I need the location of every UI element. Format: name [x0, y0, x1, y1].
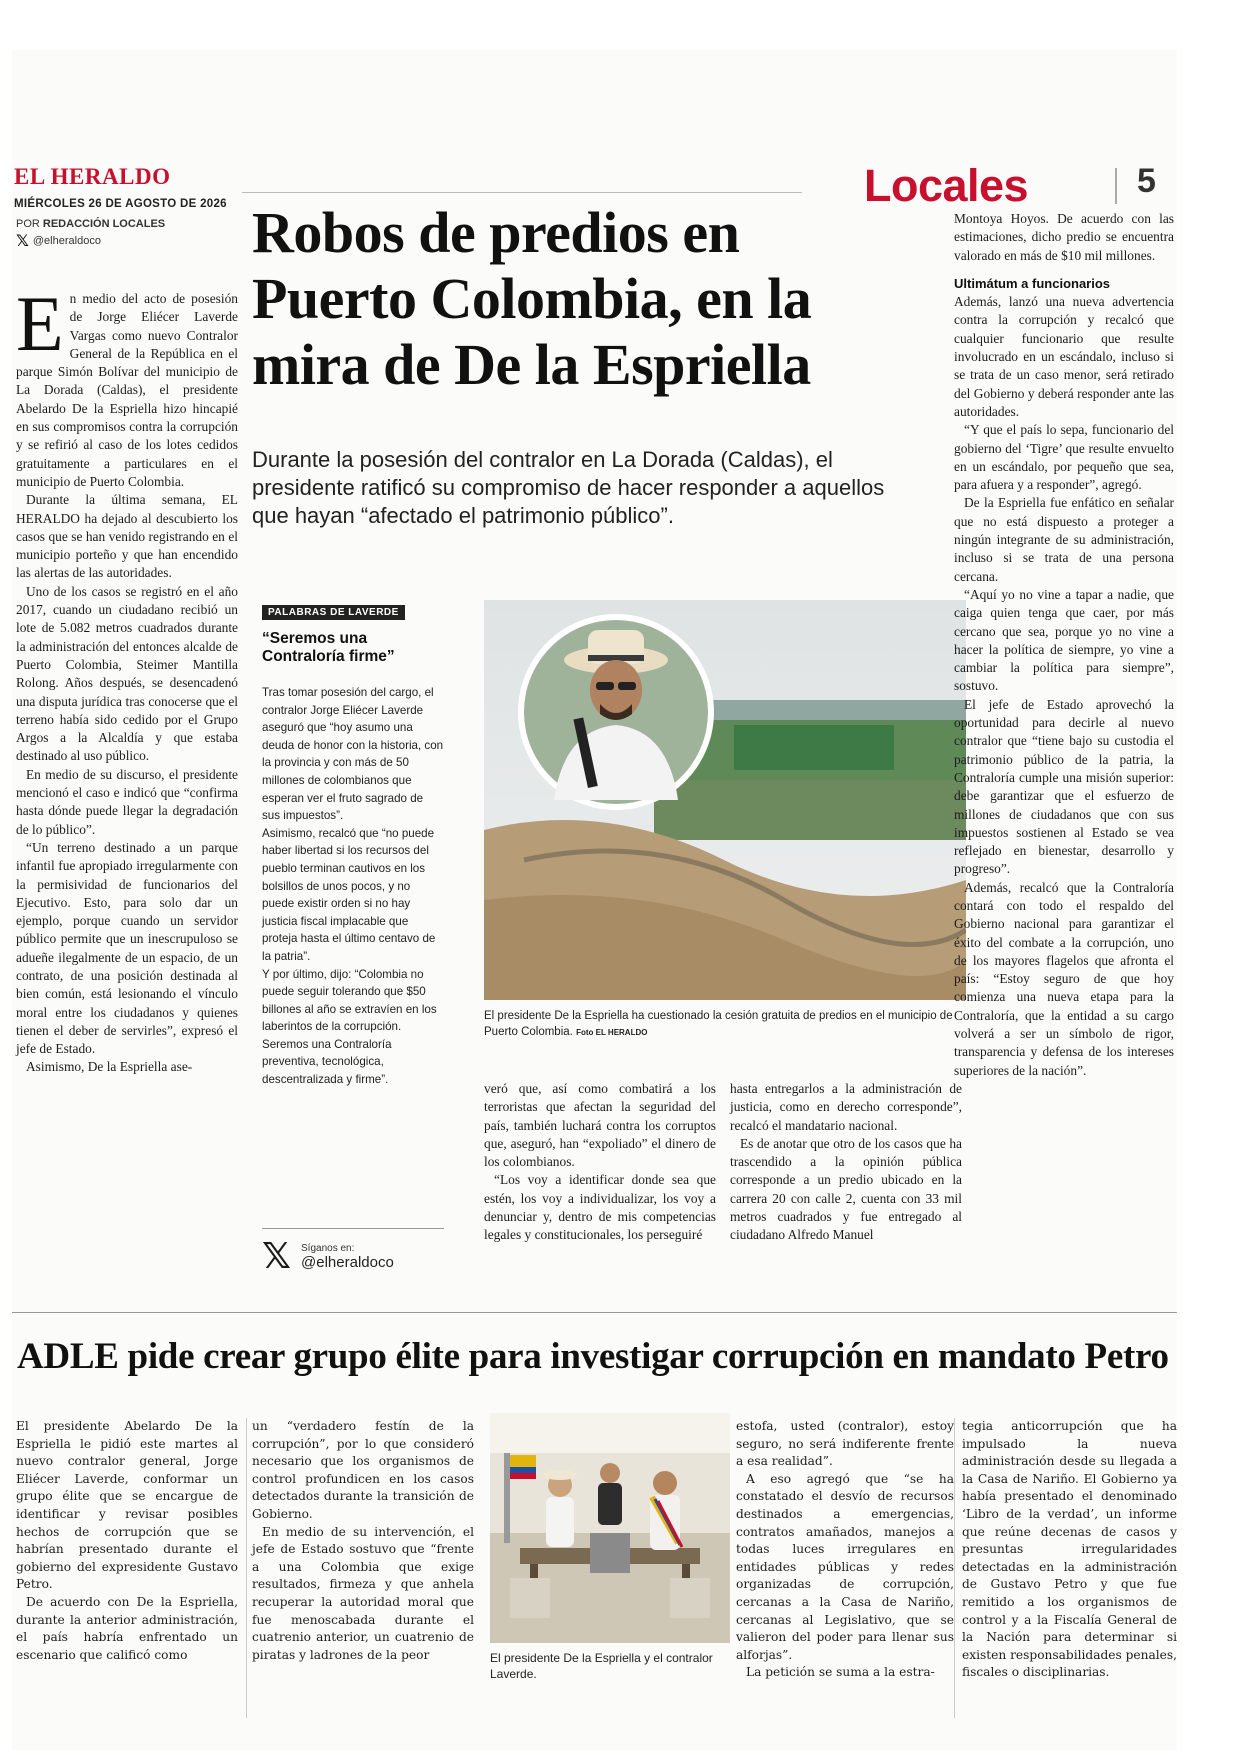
article2-column-2 [252, 1418, 474, 1664]
byline-handle[interactable]: @elheraldoco [32, 235, 101, 247]
second-headline: ADLE pide crear grupo élite para investigar corrupción en mandato Petro [17, 1336, 1169, 1377]
lead-paragraph [16, 280, 238, 491]
x-logo-icon-large: 𝕏 [262, 1235, 292, 1277]
section-title: Locales [864, 160, 1029, 211]
paragraph: Asimismo, De la Espriella ase- [26, 1059, 193, 1075]
paragraph: En medio de su discurso, el presidente mencionó el caso e indicó que “confirma hasta dónde puede llegar la degradación de lo público”. [16, 766, 238, 837]
follow-label: Síganos en: [301, 1242, 355, 1254]
section-separator [1115, 168, 1117, 204]
article2-column-3 [736, 1418, 954, 1682]
article2-column-4 [962, 1418, 1177, 1682]
paragraph: “Aquí yo no vine a tapar a nadie, que caiga quien tenga que caer, por más cercano que sea, porque yo no vine a hacer la política de siempre, yo vine a cambiar la política para siempre”, sostuvo. [954, 586, 1174, 694]
main-photo-caption [484, 1008, 966, 1041]
article-column-3 [484, 1080, 716, 1245]
sidebar-title: “Seremos una Contraloría firme” [262, 630, 395, 665]
photo-credit: Foto EL HERALDO [576, 1028, 648, 1037]
article-column-1 [16, 280, 238, 1077]
paragraph: Montoya Hoyos. De acuerdo con las estimaciones, dicho predio se encuentra valorado en más de $10 mil millones. [954, 211, 1174, 263]
paragraph: “Y que el país lo sepa, funcionario del gobierno del ‘Tigre’ que resulte envuelto en un escándalo, por pequeño que sea, para afuera y a responder”, agregó. [954, 422, 1174, 493]
main-photo [484, 600, 966, 1000]
paragraph: un “verdadero festín de la corrupción”, por lo que consideró necesario que los organismos de control profundicen en los casos detectados durante la transición de Gobierno. [252, 1419, 474, 1521]
paragraph: Además, lanzó una nueva advertencia contra la corrupción y recalcó que cualquier funcionario que resulte involucrado en un escándalo, incluso si se trata de un caso menor, será retirado del Gobierno y deberá responder ante las autoridades. [954, 294, 1174, 419]
column-rule [954, 1418, 955, 1718]
paragraph: “Los voy a identificar donde sea que estén, los voy a individualizar, los voy a denunciar y, dentro de mis competencias legales y constitucionales, los perseguiré [484, 1172, 716, 1243]
column-rule [246, 1418, 247, 1718]
paragraph: Además, recalcó que la Contraloría contará con todo el respaldo del Gobierno nacional para garantizar el éxito del combate a la corrupción, uno de los mayores flagelos que afronta el país: “Estoy seguro de que hoy comienza una nueva etapa para la Contraloría, que la entidad a su cargo volverá a ser un símbolo de rigor, transparencia y defensa de los intereses superiores de la nación”. [954, 879, 1174, 1078]
follow-handle[interactable]: @elheraldoco [301, 1253, 394, 1271]
paragraph: tegia anticorrupción que ha impulsado la nueva administración desde su llegada a la Casa de Nariño. El Gobierno ya había presentado el denominado ‘Libro de la verdad’, un informe que reúne decenas de casos y presuntas irregularidades detectadas en la administración de Gustavo Petro y que fue remitido a los organismos de control y a la Fiscalía General de la Nación para determinar si existen responsabilidades penales, fiscales o disciplinarias. [962, 1419, 1177, 1680]
paragraph: Es de anotar que otro de los casos que ha trascendido a la opinión pública corresponde a un predio ubicado en la carrera 20 con calle 2, cuenta con 33 mil metros cuadrados y fue entregado al ciudadano Alfredo Manuel [730, 1135, 962, 1243]
article-column-4 [730, 1080, 962, 1245]
lead-text: n medio del acto de posesión de Jorge Eliécer Laverde Vargas como nuevo Contralor General de la República en el parque Simón Bolívar del municipio de La Dorada (Caldas), el presidente Abelardo De la Espriella hizo hincapié en sus compromisos contra la corrupción y se refirió al caso de los lotes cedidos gratuitamente a particulares en el municipio de Puerto Colombia. [16, 291, 238, 489]
paragraph: De acuerdo con De la Espriella, durante la anterior administración, el país habría enfrentado un escenario que calificó como [16, 1594, 238, 1662]
article-divider [12, 1312, 1177, 1313]
byline-prefix: POR [16, 218, 40, 230]
paragraph: El jefe de Estado aprovechó la oportunidad para decirle al nuevo contralor que “tiene bajo su custodia el patrimonio público de la patria, la Contraloría cumple una misión superior: debe garantizar que el esfuerzo de millones de ciudadanos que con sus impuestos sostienen al Estado se vea reflejado en bienestar, desarrollo y progreso”. [954, 696, 1174, 877]
second-photo-illustration [490, 1413, 730, 1643]
masthead-rule [242, 192, 802, 193]
paragraph: A eso agregó que “se ha constatado el desvío de recursos destinados a emergencias, contratos amañados, manejos a todas luces irregulares en entidades públicas y redes organizadas de corrupción, cercanas a la Casa de Nariño, cercanas al Legislativo, que se valieron del poder para llenar sus alforjas”. [736, 1471, 954, 1662]
issue-date: MIÉRCOLES 26 DE AGOSTO DE 2026 [14, 198, 227, 210]
byline [16, 218, 236, 249]
paragraph: La petición se suma a la estra- [746, 1665, 935, 1680]
follow-us-box[interactable] [262, 1228, 444, 1284]
paragraph: Uno de los casos se registró en el año 2017, cuando un ciudadano recibió un lote de 5.082 metros cuadrados durante la administración del entonces alcalde de Puerto Colombia, Steimer Mantilla Rolong. Años después, se desencadenó una disputa jurídica tras conocerse que el terreno había sido cedido por el Grupo Argos a la Alcaldía y que estaba destinado al uso público. [16, 583, 238, 764]
newspaper-page [12, 50, 1177, 1750]
second-photo [490, 1413, 730, 1643]
x-logo-icon: 𝕏 [16, 231, 29, 250]
byline-author: REDACCIÓN LOCALES [42, 218, 166, 230]
paragraph: Durante la última semana, EL HERALDO ha dejado al descubierto los casos que se han venido registrando en el municipio porteño y que han encendido las alertas de las autoridades. [16, 492, 238, 581]
paragraph: El presidente Abelardo De la Espriella le pidió este martes al nuevo contralor general, Jorge Eliécer Laverde, conformar un grupo élite que se encargue de identificar y revisar posibles hechos de corrupción que se habrían presentado durante el gobierno del expresidente Gustavo Petro. [16, 1419, 238, 1592]
caption-text: El presidente De la Espriella ha cuestionado la cesión gratuita de predios en el municipio de Puerto Colombia. [484, 1010, 953, 1038]
article2-column-1 [16, 1418, 238, 1664]
article-column-5 [954, 210, 1174, 1080]
sidebar-paragraph: Tras tomar posesión del cargo, el contralor Jorge Eliécer Laverde aseguró que “hoy asumo una deuda de honor con la historia, con la provincia y con más de 50 millones de colombianos que esperan ver el fruto sagrado de sus impuestos”. [262, 686, 444, 823]
brand-logo: EL HERALDO [14, 164, 171, 189]
paragraph: veró que, así como combatirá a los terroristas que afectan la seguridad del país, también luchará contra los corruptos que, aseguró, han “expoliado” el dinero de los colombianos. [484, 1081, 716, 1170]
paragraph: “Un terreno destinado a un parque infantil fue apropiado irregularmente con la permisividad de funcionarios del Ejecutivo. Esto, para solo dar un ejemplo, porque cuando un servidor público permite que un inescrupuloso se adueñe ilegalmente de un espacio, de un contrato, de una posición destinada al bien común, está lesionando el vínculo moral entre los ciudadanos y quienes tienen el deber de servirles”, expresó el jefe de Estado. [16, 839, 238, 1057]
paragraph: De la Espriella fue enfático en señalar que no está dispuesto a proteger a ningún integrante de su administración, incluso si se trata de una persona cercana. [954, 495, 1174, 584]
second-photo-caption: El presidente De la Espriella y el contralor Laverde. [490, 1651, 713, 1681]
sidebar-paragraph: Y por último, dijo: “Colombia no puede seguir tolerando que $50 billones al año se extravíen en los laberintos de la corrupción. Seremos una Contraloría preventiva, tecnológica, descentralizada y firme”. [262, 967, 437, 1087]
sidebar-box [262, 600, 444, 1089]
sidebar-tag: PALABRAS DE LAVERDE [262, 605, 405, 620]
page-number: 5 [1137, 162, 1156, 200]
drop-cap: E [16, 280, 64, 367]
sidebar-paragraph: Asimismo, recalcó que “no puede haber libertad si los recursos del pueblo terminan cautivos en los bolsillos de unos pocos, y no puede existir orden si no hay justicia fiscal implacable que proteja hasta el último centavo de la patria”. [262, 826, 436, 963]
paragraph: estofa, usted (contralor), estoy seguro, no será indiferente frente a esa realidad”. [736, 1419, 954, 1469]
paragraph: En medio de su intervención, el jefe de Estado sostuvo que “frente a una Colombia que exige resultados, firmeza y que anhela recuperar la autoridad moral que fue menoscabada durante el cuatrenio anterior, un cuatrenio de piratas y ladrones de la peor [252, 1524, 474, 1662]
paragraph: hasta entregarlos a la administración de justicia, como en derecho corresponde”, recalcó el mandatario nacional. [730, 1081, 962, 1133]
subheading: Ultimátum a funcionarios [954, 275, 1111, 291]
main-photo-illustration [484, 600, 966, 1000]
main-deck: Durante la posesión del contralor en La Dorada (Caldas), el presidente ratificó su compromiso de hacer responder a aquellos que hayan “afectado el patrimonio público”. [252, 447, 885, 528]
main-headline: Robos de predios en Puerto Colombia, en la mira de De la Espriella [252, 200, 812, 397]
sidebar-body [262, 684, 444, 1089]
